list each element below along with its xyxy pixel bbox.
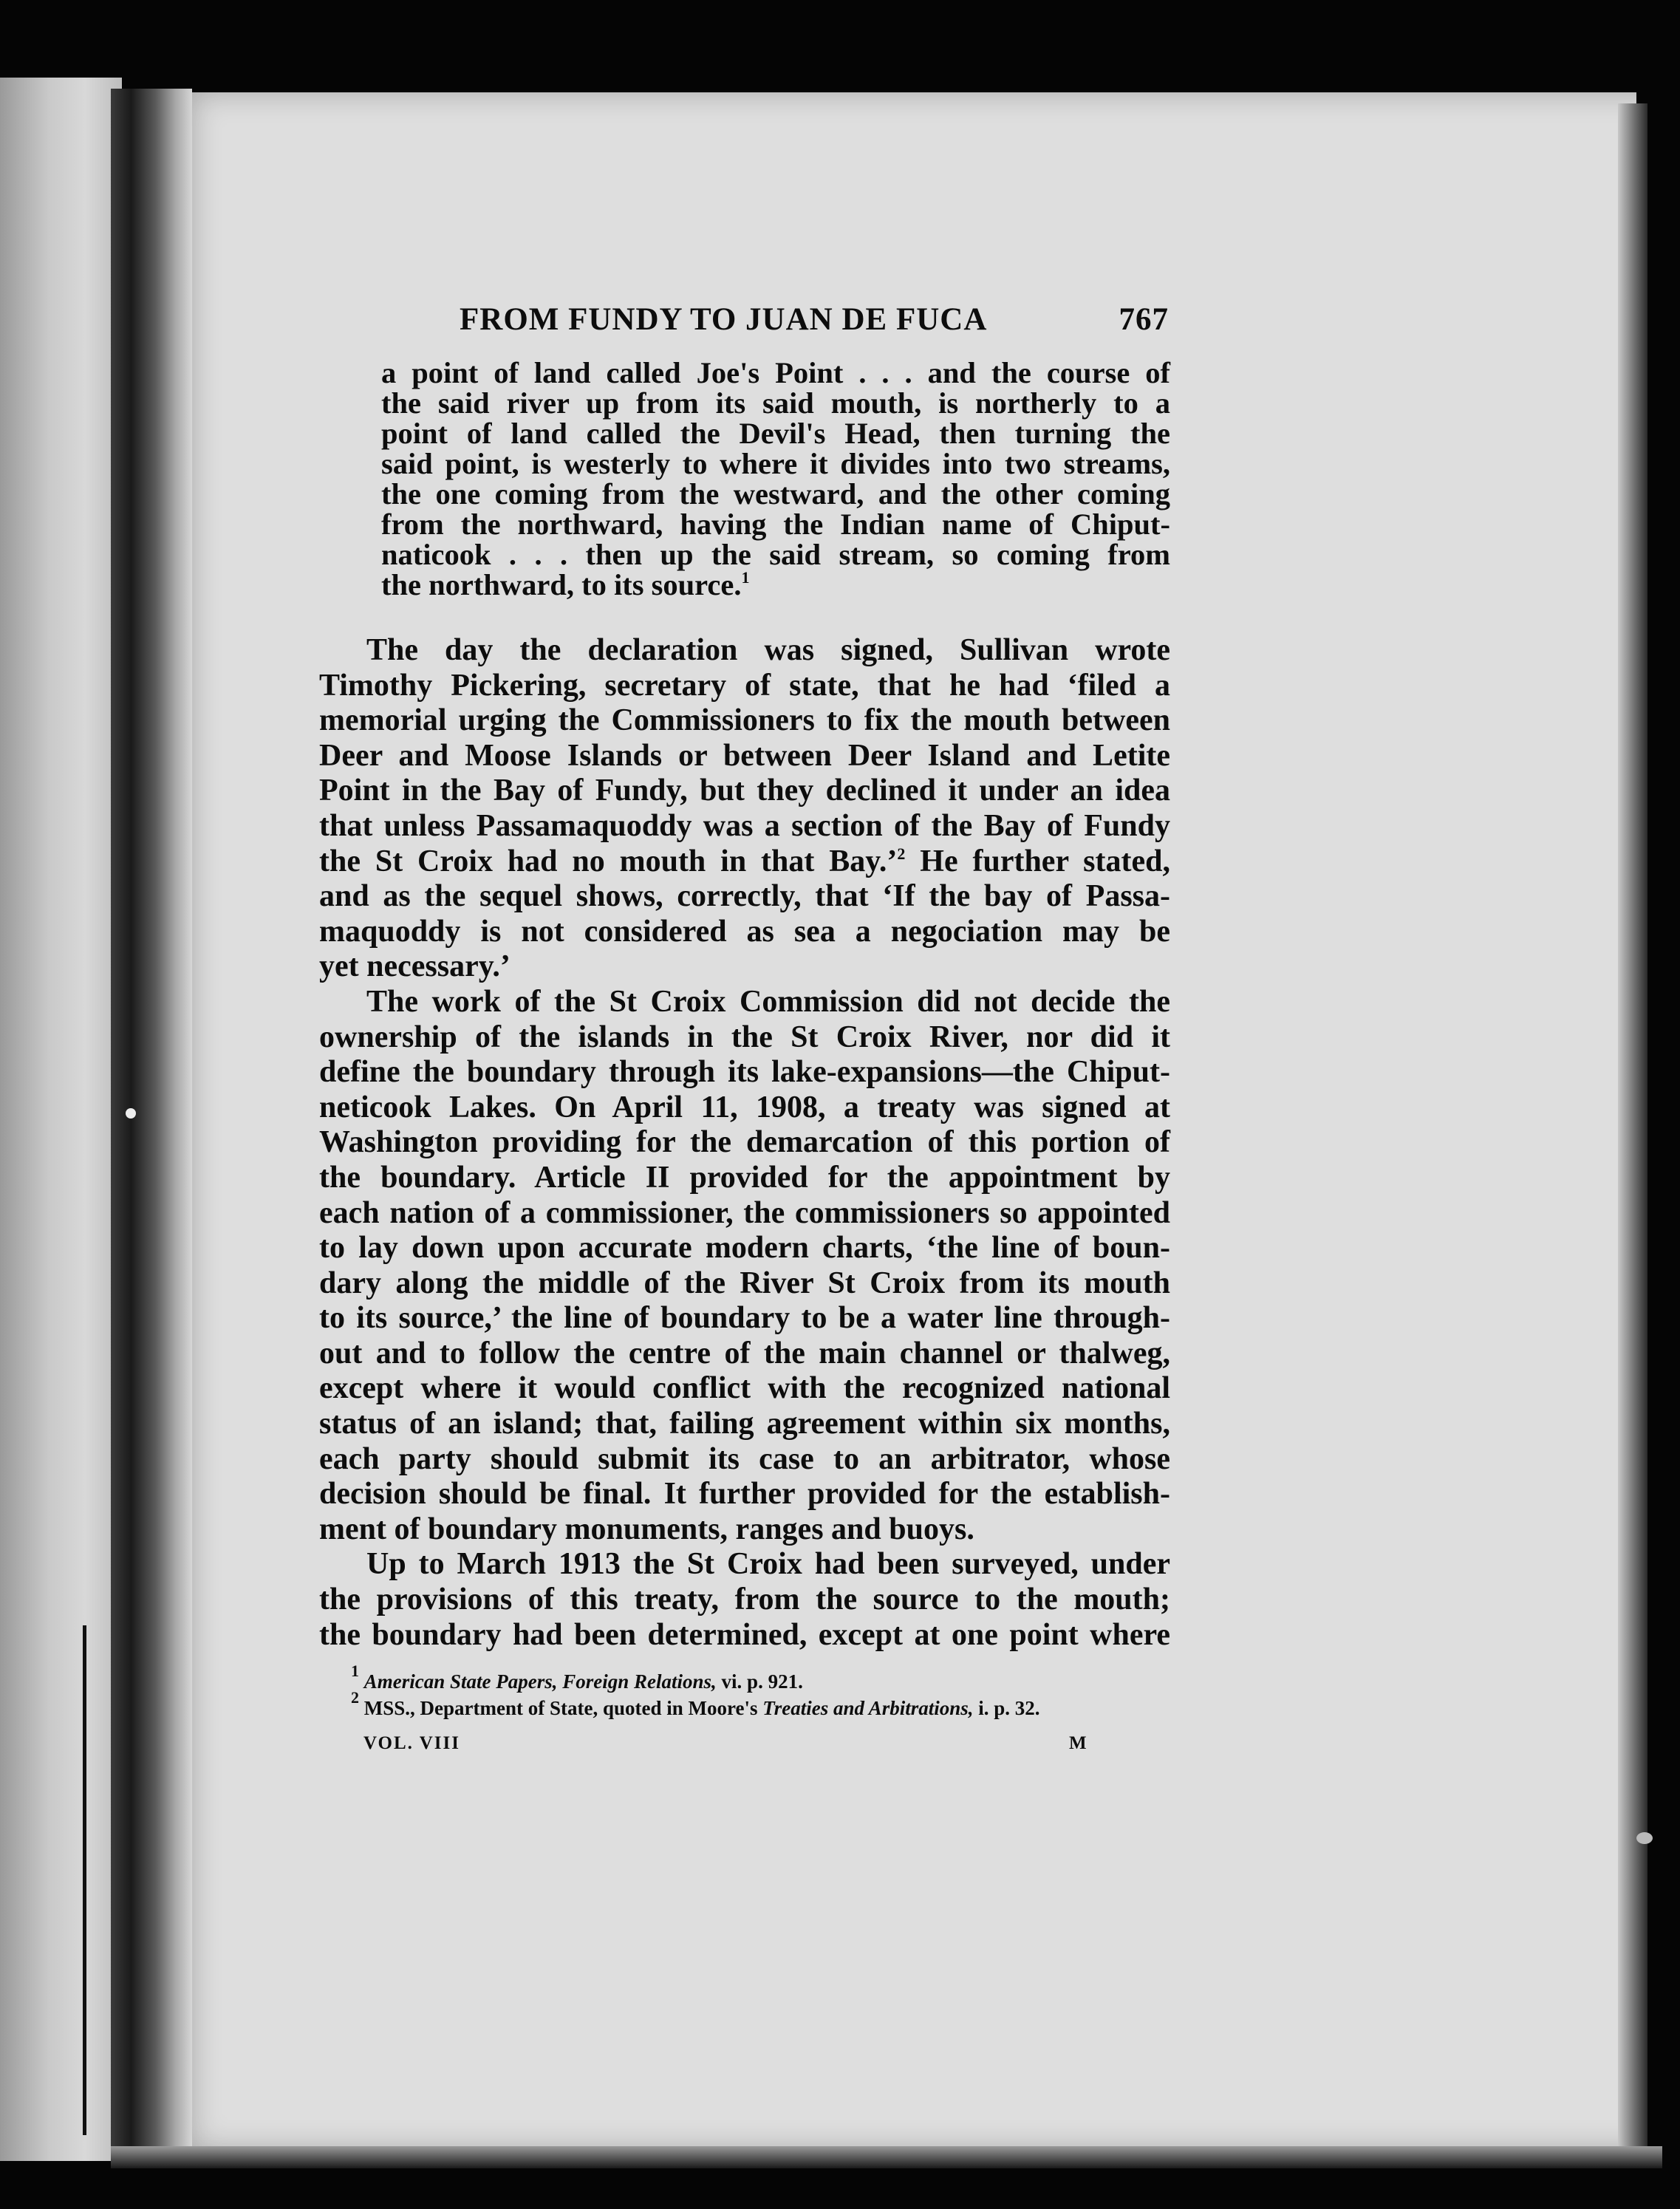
scan-speck — [1636, 1832, 1653, 1844]
footnote-source: MSS., Department of State, quoted in Moore's — [359, 1697, 763, 1719]
gutter-shadow-line — [83, 1625, 86, 2135]
paragraph-line: Point in the Bay of Fundy, but they declined it under an idea — [319, 774, 1170, 808]
paragraph-line: maquoddy is not considered as sea a negociation may be — [319, 914, 1170, 949]
paragraph-line: Timothy Pickering, secretary of state, that he had ‘filed a — [319, 668, 1170, 703]
quote-line: point of land called the Devil's Head, then turning the — [381, 417, 1170, 450]
page-right-edge — [1618, 103, 1647, 2157]
quote-line-last — [381, 570, 1170, 600]
paragraph-line: to its source,’ the line of boundary to be a water line through- — [319, 1301, 1170, 1336]
paragraph-line: except where it would conflict with the recognized national — [319, 1371, 1170, 1406]
paragraph-line: the boundary had been determined, except at one point where — [319, 1617, 1170, 1652]
binding-gutter — [111, 89, 192, 2157]
paragraph-line: and as the sequel shows, correctly, that ‘If the bay of Passa- — [319, 879, 1170, 914]
footnote-mark: 2 — [351, 1688, 359, 1707]
footnote-citation: vi. p. 921. — [716, 1670, 803, 1693]
paragraph-line: each party should submit its case to an arbitrator, whose — [319, 1441, 1170, 1476]
page-bottom-edge — [111, 2146, 1662, 2168]
signature-mark: M — [1069, 1733, 1088, 1753]
quote-line: said point, is westerly to where it divides into two streams, — [381, 447, 1170, 480]
running-title: FROM FUNDY TO JUAN DE FUCA — [460, 302, 988, 337]
paragraph-line — [319, 844, 1170, 880]
paragraph-line: ment of boundary monuments, ranges and buoys. — [319, 1512, 974, 1546]
body-text — [319, 633, 1170, 1653]
previous-page-edge — [0, 78, 122, 2161]
paragraph-line: the boundary. Article II provided for the appointment by — [319, 1160, 1170, 1195]
paragraph-line-tail: He further stated, — [920, 844, 1171, 878]
paragraph-line: that unless Passamaquoddy was a section of the Bay of Fundy — [319, 808, 1170, 843]
footnote-source-title: American State Papers, Foreign Relations, — [363, 1670, 717, 1693]
paragraph-line: memorial urging the Commissioners to fix the mouth between — [319, 703, 1170, 738]
scan-speck — [126, 1108, 136, 1119]
paragraph-line: decision should be final. It further provided for the establish- — [319, 1477, 1170, 1512]
quote-line: the said river up from its said mouth, is northerly to a — [381, 386, 1170, 420]
paragraph-line: status of an island; that, failing agreement within six months, — [319, 1407, 1170, 1441]
paragraph-line: dary along the middle of the River St Croix from its mouth — [319, 1266, 1170, 1300]
quote-line: a point of land called Joe's Point . . . and the course of — [381, 356, 1170, 389]
quote-line: the one coming from the westward, and the other coming — [381, 477, 1170, 511]
paragraph-line: the provisions of this treaty, from the source to the mouth; — [319, 1583, 1170, 1617]
paragraph-line: yet necessary.’ — [319, 949, 511, 984]
footnote-ref: 2 — [897, 844, 906, 863]
quote-line: from the northward, having the Indian name of Chiput- — [381, 508, 1170, 541]
footnote-ref: 1 — [741, 568, 750, 587]
footnote-source-title: Treaties and Arbitrations, — [762, 1697, 974, 1719]
paragraph-line: out and to follow the centre of the main channel or thalweg, — [319, 1336, 1170, 1370]
paragraph-line: each nation of a commissioner, the commissioners so appointed — [319, 1195, 1170, 1230]
block-quote — [381, 358, 1170, 600]
footnote-1 — [351, 1662, 1175, 1695]
paragraph-line: The work of the St Croix Commission did not decide the — [366, 984, 1170, 1019]
paragraph-line-text: the St Croix had no mouth in that Bay.’ — [319, 844, 898, 878]
paragraph-line: define the boundary through its lake-expansions—the Chiput- — [319, 1055, 1170, 1090]
paragraph-line: The day the declaration was signed, Sullivan wrote — [366, 633, 1170, 667]
volume-label: VOL. VIII — [363, 1733, 460, 1753]
paragraph-line: Up to March 1913 the St Croix had been surveyed, under — [366, 1547, 1170, 1582]
footnote-mark: 1 — [351, 1662, 359, 1680]
paragraph-line: ownership of the islands in the St Croix River, nor did it — [319, 1020, 1170, 1054]
paragraph-line: neticook Lakes. On April 11, 1908, a treaty was signed at — [319, 1090, 1170, 1124]
page-number: 767 — [1119, 302, 1169, 337]
footnote-2 — [351, 1688, 1175, 1721]
quote-line-text: the northward, to its source. — [381, 568, 742, 601]
paragraph-line: Deer and Moose Islands or between Deer Island and Letite — [319, 738, 1170, 773]
running-head — [460, 301, 1169, 343]
paragraph-line: to lay down upon accurate modern charts, ‘the line of boun- — [319, 1231, 1170, 1266]
footnote-citation: i. p. 32. — [973, 1697, 1040, 1719]
footnotes — [351, 1662, 1175, 1721]
quote-line: naticook . . . then up the said stream, so coming from — [381, 538, 1170, 571]
paragraph-line: Washington providing for the demarcation of this portion of — [319, 1125, 1170, 1160]
